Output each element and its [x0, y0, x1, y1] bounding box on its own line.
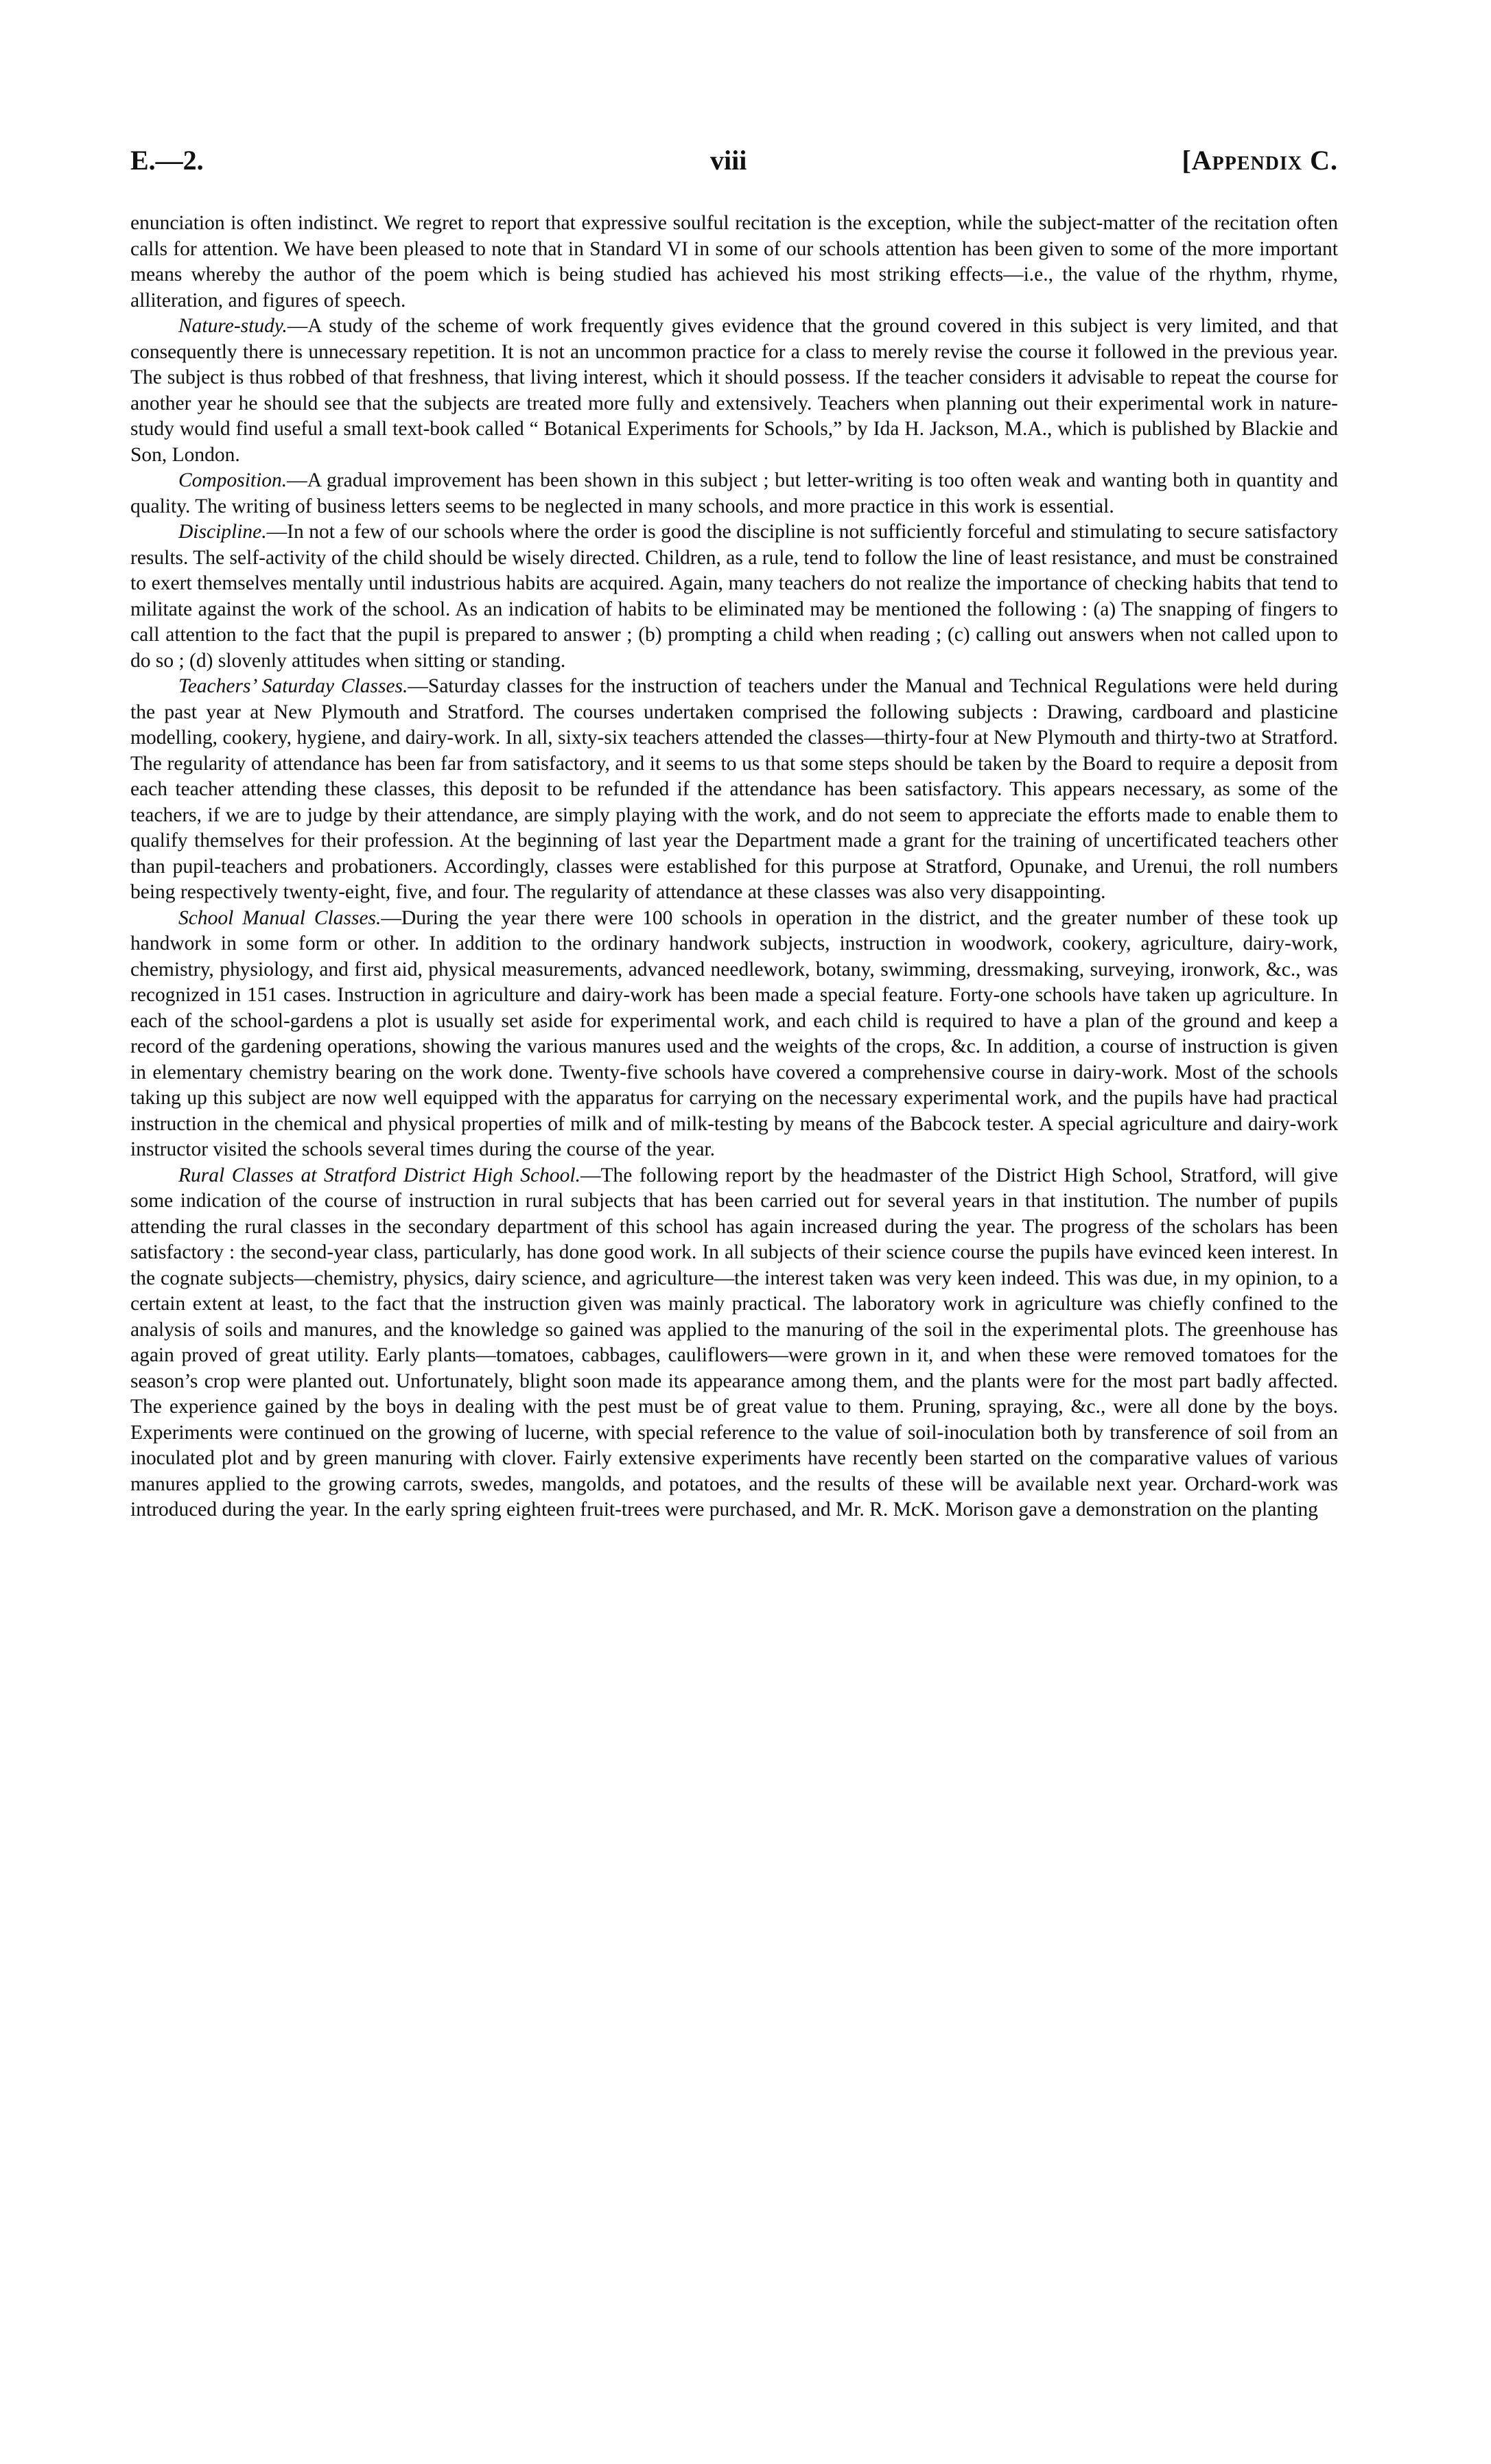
paragraph-saturday-classes — [130, 674, 1338, 906]
paragraph-manual-classes — [130, 906, 1338, 1163]
section-heading: Composition. — [178, 469, 287, 491]
appendix-label: [Appendix C. — [1182, 145, 1338, 176]
report-reference: E.—2. — [130, 145, 204, 176]
paragraph-text: —The following report by the headmaster of the District High School, Stratford, will give some indication of the course of instruction in rural subjects that has been carried out for several years in that institution. The number of pupils attending the rural classes in the secondary department of this school has again increased during the year. The progress of the scholars has been satisfactory : the second-year class, particularly, has done good work. In all subjects of their science course the pupils have evinced keen interest. In the cognate subjects—chemistry, physics, dairy science, and agriculture—the interest taken was very keen indeed. This was due, in my opinion, to a certain extent at least, to the fact that the instruction given was mainly practical. The laboratory work in agriculture was chiefly confined to the analysis of soils and manures, and the knowledge so gained was applied to the manuring of the soil in the experimental plots. The greenhouse has again proved of great utility. Early plants—tomatoes, cabbages, cauliflowers—were grown in it, and when these were removed tomatoes for the season’s crop were planted out. Unfortunately, blight soon made its appearance among them, and the plants were for the most part badly affected. The experience gained by the boys in dealing with the pest must be of great value to them. Pruning, spraying, &c., were all done by the boys. Experiments were continued on the growing of lucerne, with special reference to the value of soil-inoculation both by transference of soil from an inoculated plot and by green manuring with clover. Fairly extensive experiments have recently been started on the comparative values of various manures applied to the growing carrots, swedes, mangolds, and potatoes, and the results of these will be available next year. Orchard-work was introduced during the year. In the early spring eighteen fruit-trees were purchased, and Mr. R. McK. Morison gave a demonstration on the planting — [130, 1164, 1339, 1521]
paragraph-discipline — [130, 519, 1338, 674]
paragraph-text: —A study of the scheme of work frequently gives evidence that the ground covered in this subject is very limited, and that consequently there is unnecessary repetition. It is not an uncommon practice for a class to merely revise the course it followed in the previous year. The subject is thus robbed of that freshness, that living interest, which it should possess. If the teacher considers it advisable to repeat the course for another year he should see that the subjects are treated more fully and extensively. Teachers when planning out their experimental work in nature-study would find useful a small text-book called “ Botanical Experiments for Schools,” by Ida H. Jackson, M.A., which is published by Blackie and Son, London. — [130, 315, 1338, 466]
document-page — [130, 144, 1338, 1523]
paragraph-text: —In not a few of our schools where the order is good the discipline is not sufficiently forceful and stimulating to secure satisfactory results. The self-activity of the child should be wisely directed. Children, as a rule, tend to follow the line of least resistance, and must be constrained to exert themselves mentally until industrious habits are acquired. Again, many teachers do not realize the importance of checking habits that tend to militate against the work of the school. As an indication of habits to be eliminated may be mentioned the following : (a) The snapping of fingers to call attention to the fact that the pupil is prepared to answer ; (b) prompting a child when reading ; (c) calling out answers when not called upon to do so ; (d) slovenly attitudes when sitting or standing. — [130, 521, 1338, 672]
section-heading: Rural Classes at Stratford District High School. — [178, 1164, 580, 1186]
section-heading: Nature-study. — [178, 315, 287, 337]
paragraph-recitation — [130, 211, 1338, 314]
section-heading: School Manual Classes. — [178, 906, 381, 929]
page-header — [130, 144, 1338, 176]
section-heading: Discipline. — [178, 521, 267, 543]
paragraph-text: —A gradual improvement has been shown in this subject ; but letter-writing is too often weak and wanting both in quantity and quality. The writing of business letters seems to be neglected in many schools, and more practice in this work is essential. — [130, 469, 1338, 517]
paragraph-text: —During the year there were 100 schools in operation in the district, and the greater number of these took up handwork in some form or other. In addition to the ordinary handwork subjects, instruction in woodwork, cookery, agriculture, dairy-work, chemistry, physiology, and first aid, physical measurements, advanced needlework, botany, swimming, dressmaking, surveying, ironwork, &c., was recognized in 151 cases. Instruction in agriculture and dairy-work has been made a special feature. Forty-one schools have taken up agriculture. In each of the school-gardens a plot is usually set aside for experimental work, and each child is required to have a plan of the ground and keep a record of the gardening operations, showing the various manures used and the weights of the crops, &c. In addition, a course of instruction is given in elementary chemistry bearing on the work done. Twenty-five schools have covered a comprehensive course in dairy-work. Most of the schools taking up this subject are now well equipped with the apparatus for carrying on the necessary experimental work, and the pupils have had practical instruction in the chemical and physical properties of milk and of milk-testing by means of the Babcock tester. A special agriculture and dairy-work instructor visited the schools several times during the course of the year. — [130, 906, 1339, 1160]
paragraph-text: enunciation is often indistinct. We regret to report that expressive soulful recitation is the exception, while the subject-matter of the recitation often calls for attention. We have been pleased to note that in Standard VI in some of our schools attention has been given to some of the more important means whereby the author of the poem which is being studied has achieved his most striking effects—i.e., the value of the rhythm, rhyme, alliteration, and figures of speech. — [130, 212, 1338, 312]
paragraph-rural-classes — [130, 1163, 1338, 1523]
paragraph-nature-study — [130, 314, 1338, 468]
section-heading: Teachers’ Saturday Classes. — [178, 675, 408, 697]
page-number: viii — [710, 145, 747, 176]
paragraph-composition — [130, 468, 1338, 519]
paragraph-text: —Saturday classes for the instruction of teachers under the Manual and Technical Regulations were held during the past year at New Plymouth and Stratford. The courses undertaken comprised the following subjects : Drawing, cardboard and plasticine modelling, cookery, hygiene, and dairy-work. In all, sixty-six teachers attended the classes—thirty-four at New Plymouth and thirty-two at Stratford. The regularity of attendance has been far from satisfactory, and it seems to us that some steps should be taken by the Board to require a deposit from each teacher attending these classes, this deposit to be refunded if the attendance has been satisfactory. This appears necessary, as some of the teachers, if we are to judge by their attendance, are simply playing with the work, and do not seem to appreciate the efforts made to enable them to qualify themselves for their profession. At the beginning of last year the Department made a grant for the training of uncertificated teachers other than pupil-teachers and probationers. Accordingly, classes were established for this purpose at Stratford, Opunake, and Urenui, the roll numbers being respectively twenty-eight, five, and four. The regularity of attendance at these classes was also very disappointing. — [130, 675, 1339, 903]
